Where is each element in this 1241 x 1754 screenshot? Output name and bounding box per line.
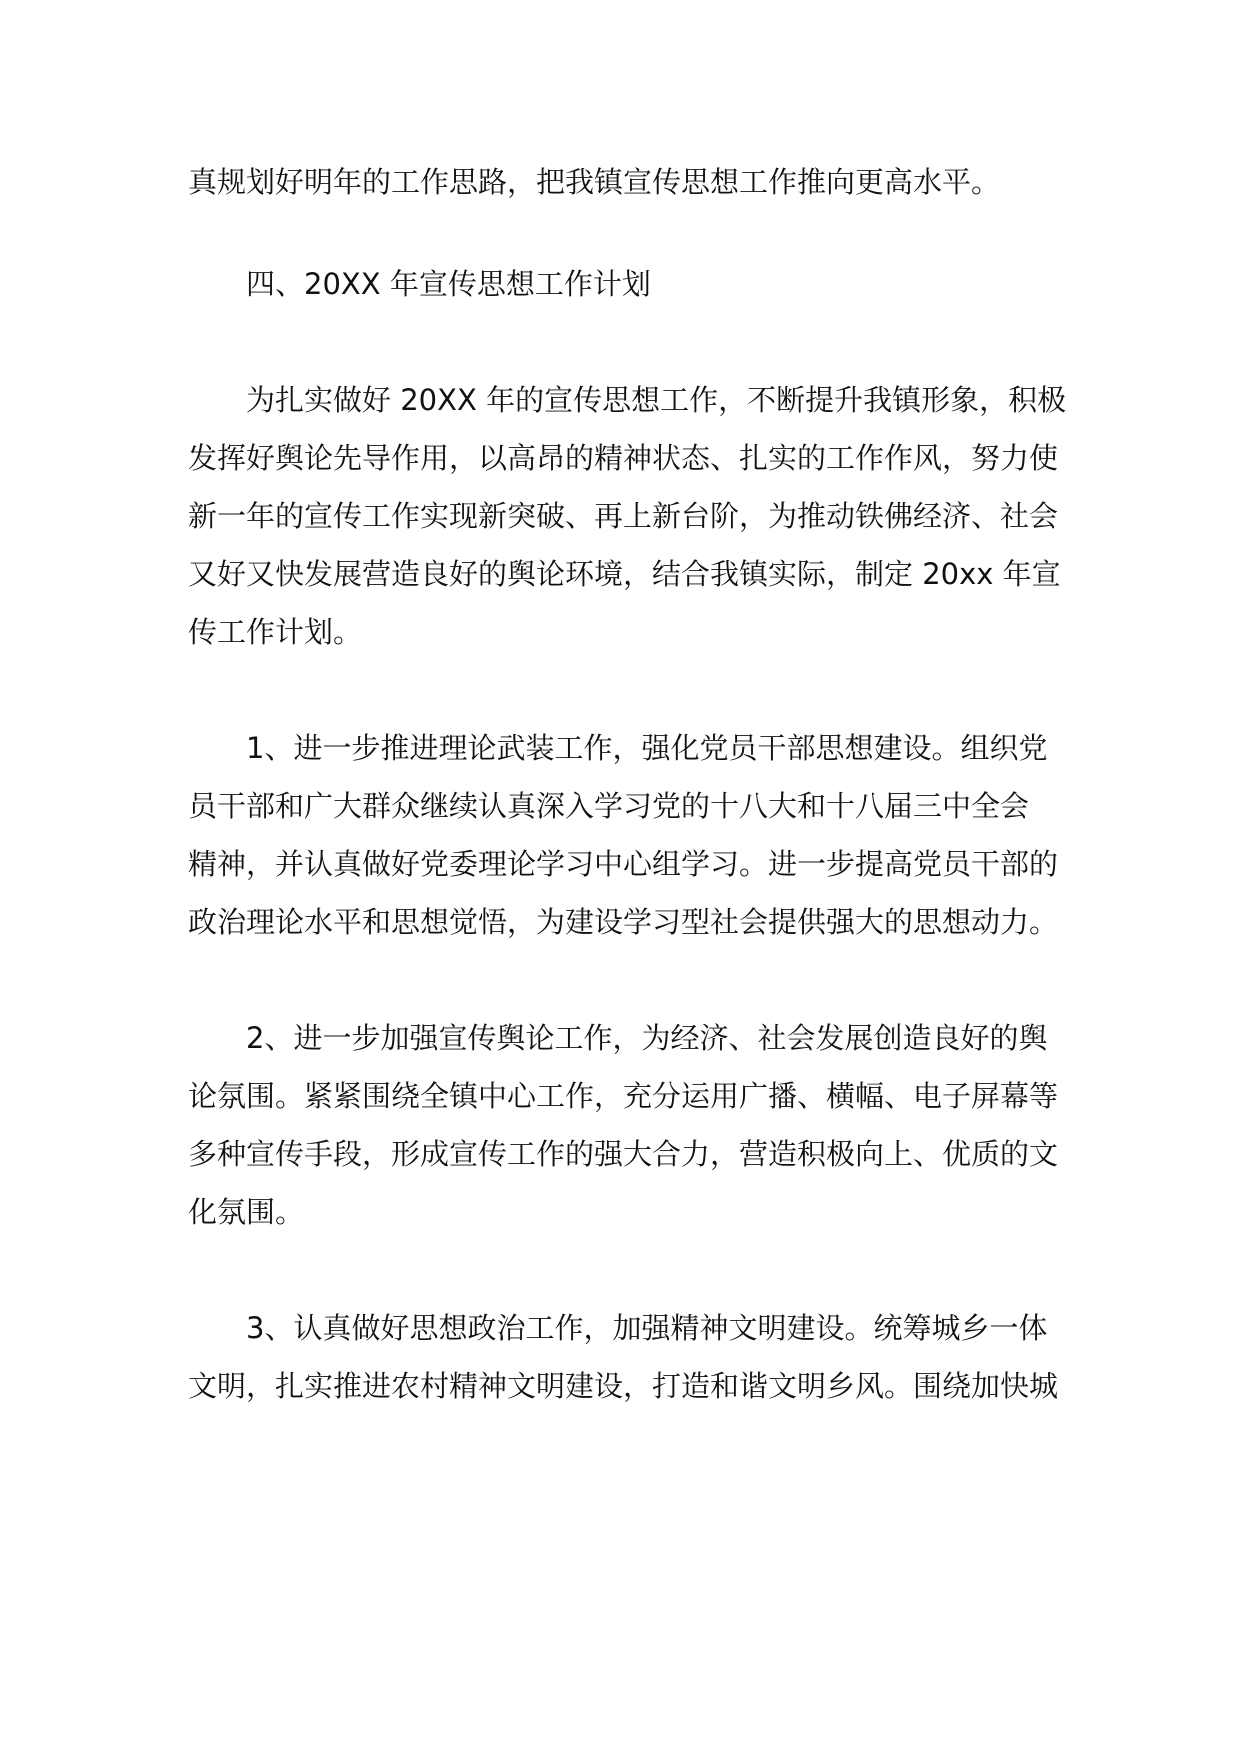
paragraph-line: 传工作计划。 xyxy=(188,615,363,649)
paragraph-line: 1、进一步推进理论武装工作，强化党员干部思想建设。组织党 xyxy=(246,731,1048,765)
paragraph-line: 又好又快发展营造良好的舆论环境，结合我镇实际，制定 20xx 年宣 xyxy=(188,557,1061,591)
paragraph-line: 文明，扎实推进农村精神文明建设，打造和谐文明乡风。围绕加快城 xyxy=(188,1369,1059,1403)
paragraph-line: 新一年的宣传工作实现新突破、再上新台阶，为推动铁佛经济、社会 xyxy=(188,499,1059,533)
paragraph-line: 为扎实做好 20XX 年的宣传思想工作，不断提升我镇形象，积极 xyxy=(246,383,1067,417)
paragraph-line: 精神，并认真做好党委理论学习中心组学习。进一步提高党员干部的 xyxy=(188,847,1059,881)
paragraph-line: 3、认真做好思想政治工作，加强精神文明建设。统筹城乡一体 xyxy=(246,1311,1048,1345)
paragraph-line: 发挥好舆论先导作用，以高昂的精神状态、扎实的工作作风，努力使 xyxy=(188,441,1059,475)
paragraph-line: 化氛围。 xyxy=(188,1195,305,1229)
paragraph-line: 真规划好明年的工作思路，把我镇宣传思想工作推向更高水平。 xyxy=(188,165,1001,199)
section-heading: 四、20XX 年宣传思想工作计划 xyxy=(246,267,651,301)
paragraph-line: 员干部和广大群众继续认真深入学习党的十八大和十八届三中全会 xyxy=(188,789,1030,823)
paragraph-line: 多种宣传手段，形成宣传工作的强大合力，营造积极向上、优质的文 xyxy=(188,1137,1059,1171)
paragraph-line: 2、进一步加强宣传舆论工作，为经济、社会发展创造良好的舆 xyxy=(246,1021,1048,1055)
paragraph-line: 政治理论水平和思想觉悟，为建设学习型社会提供强大的思想动力。 xyxy=(188,905,1059,939)
paragraph-line: 论氛围。紧紧围绕全镇中心工作，充分运用广播、横幅、电子屏幕等 xyxy=(188,1079,1059,1113)
